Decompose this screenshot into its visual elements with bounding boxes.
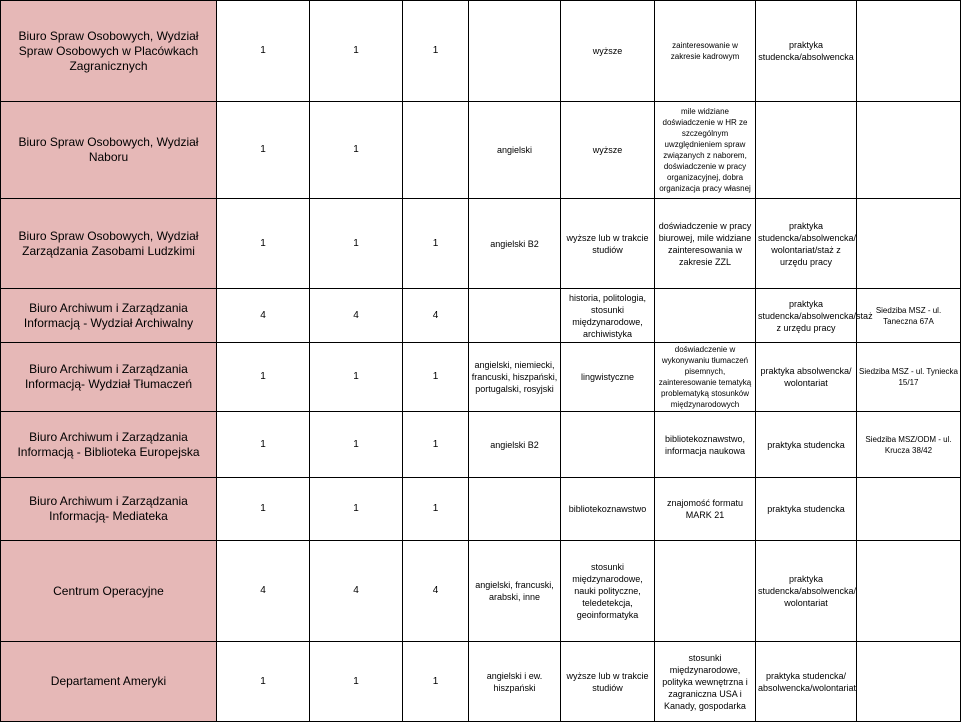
count-cell: 1 <box>217 642 310 722</box>
table-row <box>1 541 961 642</box>
count-cell: 1 <box>310 343 403 412</box>
table-row <box>1 343 961 412</box>
education-cell: wyższe lub w trakcie studiów <box>561 199 655 289</box>
education-cell: bibliotekoznawstwo <box>561 478 655 541</box>
requirements-cell: doświadczenie w pracy biurowej, mile widziane zainteresowania w zakresie ZZL <box>655 199 756 289</box>
table-row <box>1 642 961 722</box>
education-cell <box>561 412 655 478</box>
count-cell: 1 <box>403 1 469 102</box>
location-cell <box>857 642 961 722</box>
education-cell: stosunki międzynarodowe, nauki polityczne, teledetekcja, geoinformatyka <box>561 541 655 642</box>
location-cell <box>857 199 961 289</box>
language-cell: angielski B2 <box>469 199 561 289</box>
location-cell <box>857 102 961 199</box>
count-cell: 1 <box>403 199 469 289</box>
education-cell: lingwistyczne <box>561 343 655 412</box>
requirements-cell: zainteresowanie w zakresie kadrowym <box>655 1 756 102</box>
form-cell: praktyka studencka/absolwencka/staż z urzędu pracy <box>756 289 857 343</box>
count-cell: 1 <box>310 199 403 289</box>
count-cell: 4 <box>217 541 310 642</box>
form-cell: praktyka studencka/absolwencka/ wolontariat <box>756 541 857 642</box>
count-cell: 1 <box>217 478 310 541</box>
department-cell: Biuro Archiwum i Zarządzania Informacją- Wydział Tłumaczeń <box>1 343 217 412</box>
department-cell: Biuro Archiwum i Zarządzania Informacją- Mediateka <box>1 478 217 541</box>
education-cell: wyższe lub w trakcie studiów <box>561 642 655 722</box>
table-row <box>1 102 961 199</box>
education-cell: wyższe <box>561 1 655 102</box>
count-cell: 1 <box>310 102 403 199</box>
location-cell <box>857 478 961 541</box>
count-cell: 1 <box>310 642 403 722</box>
count-cell: 1 <box>403 343 469 412</box>
table-row <box>1 412 961 478</box>
language-cell: angielski, niemiecki, francuski, hiszpański, portugalski, rosyjski <box>469 343 561 412</box>
location-cell: Siedziba MSZ - ul. Tyniecka 15/17 <box>857 343 961 412</box>
requirements-cell: doświadczenie w wykonywaniu tłumaczeń pisemnych, zainteresowanie tematyką problematyką stosunków międzynarodowych <box>655 343 756 412</box>
language-cell <box>469 289 561 343</box>
count-cell: 1 <box>403 478 469 541</box>
department-cell: Biuro Archiwum i Zarządzania Informacją - Wydział Archiwalny <box>1 289 217 343</box>
requirements-cell <box>655 541 756 642</box>
department-cell: Centrum Operacyjne <box>1 541 217 642</box>
form-cell: praktyka studencka/absolwencka <box>756 1 857 102</box>
count-cell: 4 <box>310 541 403 642</box>
department-cell: Biuro Spraw Osobowych, Wydział Zarządzania Zasobami Ludzkimi <box>1 199 217 289</box>
table-row <box>1 478 961 541</box>
count-cell: 1 <box>217 102 310 199</box>
location-cell <box>857 1 961 102</box>
language-cell: angielski i ew. hiszpański <box>469 642 561 722</box>
department-cell: Biuro Archiwum i Zarządzania Informacją - Biblioteka Europejska <box>1 412 217 478</box>
language-cell: angielski B2 <box>469 412 561 478</box>
form-cell <box>756 102 857 199</box>
count-cell: 4 <box>217 289 310 343</box>
education-cell: wyższe <box>561 102 655 199</box>
count-cell: 1 <box>217 343 310 412</box>
count-cell: 1 <box>217 412 310 478</box>
table-row <box>1 1 961 102</box>
form-cell: praktyka studencka <box>756 412 857 478</box>
count-cell: 4 <box>403 541 469 642</box>
count-cell: 1 <box>217 199 310 289</box>
count-cell: 4 <box>403 289 469 343</box>
requirements-cell: stosunki międzynarodowe, polityka wewnętrzna i zagraniczna USA i Kanady, gospodarka <box>655 642 756 722</box>
language-cell <box>469 1 561 102</box>
requirements-cell: mile widziane doświadczenie w HR ze szczególnym uwzględnieniem spraw związanych z naborem, doświadczenie w pracy organizacyjnej, dobra organizacja pracy własnej <box>655 102 756 199</box>
requirements-cell: bibliotekoznawstwo, informacja naukowa <box>655 412 756 478</box>
location-cell <box>857 541 961 642</box>
count-cell <box>403 102 469 199</box>
form-cell: praktyka studencka/absolwencka/ wolontariat/staż z urzędu pracy <box>756 199 857 289</box>
department-cell: Departament Ameryki <box>1 642 217 722</box>
form-cell: praktyka studencka/ absolwencka/wolontariat <box>756 642 857 722</box>
count-cell: 1 <box>310 412 403 478</box>
table-row <box>1 289 961 343</box>
department-cell: Biuro Spraw Osobowych, Wydział Naboru <box>1 102 217 199</box>
requirements-cell <box>655 289 756 343</box>
language-cell: angielski, francuski, arabski, inne <box>469 541 561 642</box>
count-cell: 1 <box>403 642 469 722</box>
table-row <box>1 199 961 289</box>
count-cell: 1 <box>217 1 310 102</box>
language-cell <box>469 478 561 541</box>
form-cell: praktyka absolwencka/ wolontariat <box>756 343 857 412</box>
location-cell: Siedziba MSZ/ODM - ul. Krucza 38/42 <box>857 412 961 478</box>
language-cell: angielski <box>469 102 561 199</box>
count-cell: 4 <box>310 289 403 343</box>
department-cell: Biuro Spraw Osobowych, Wydział Spraw Osobowych w Placówkach Zagranicznych <box>1 1 217 102</box>
count-cell: 1 <box>310 1 403 102</box>
form-cell: praktyka studencka <box>756 478 857 541</box>
location-cell: Siedziba MSZ - ul. Taneczna 67A <box>857 289 961 343</box>
count-cell: 1 <box>403 412 469 478</box>
education-cell: historia, politologia, stosunki międzynarodowe, archiwistyka <box>561 289 655 343</box>
count-cell: 1 <box>310 478 403 541</box>
requirements-cell: znajomość formatu MARK 21 <box>655 478 756 541</box>
